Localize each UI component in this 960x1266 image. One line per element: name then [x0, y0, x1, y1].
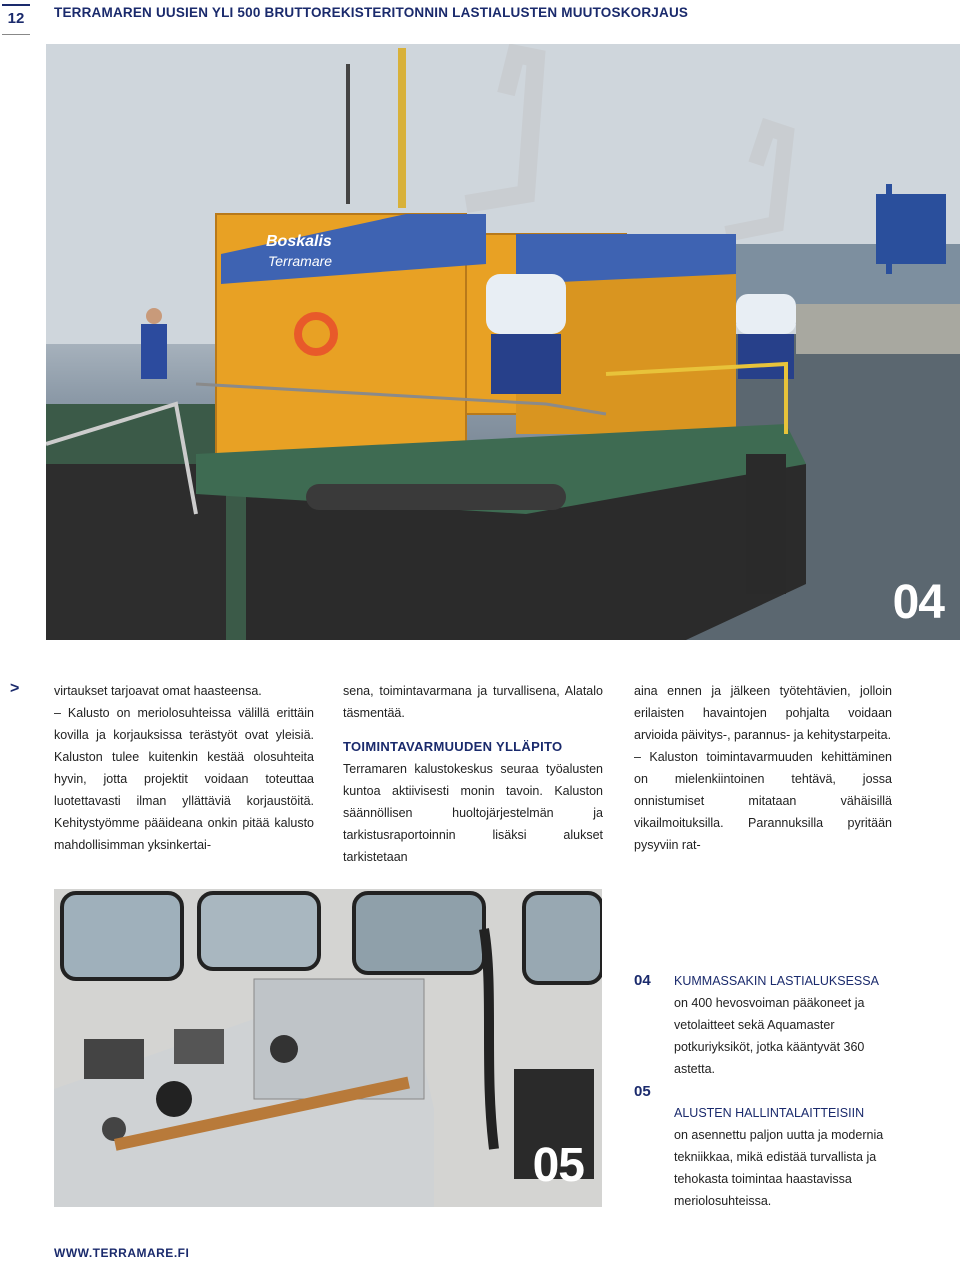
- bridge-illustration: [54, 889, 602, 1207]
- page-number: 12: [2, 4, 30, 35]
- paragraph: aina ennen ja jälkeen työtehtävien, jolloin erilaisten havaintojen pohjalta voidaan arvioida päivitys-, parannus- ja kehitystarpeita.: [634, 684, 892, 742]
- caption-number: 05: [634, 1083, 651, 1100]
- paragraph: – Kalusto on meriolosuhteissa välillä erittäin kovilla ja korjauksissa terästyöt ovat yleisiä. Kaluston tulee kuitenkin kestää olosuhteita hyvin, jotta projektit voidaan toteuttaa luotettavasti ilman yllättäviä korjaustöitä. Kehitystyömme pääideana onkin pitää kalusto mahdollisimman yksinkertai-: [54, 706, 314, 852]
- caption-heading: ALUSTEN HALLINTALAITTEISIIN: [674, 1106, 865, 1120]
- text-column-2: [343, 680, 603, 868]
- paragraph: virtaukset tarjoavat omat haasteensa.: [54, 684, 262, 698]
- photo-bridge-controls: [54, 889, 602, 1207]
- caption-number: 04: [634, 972, 651, 989]
- hull-logo-boskalis: Boskalis: [266, 233, 332, 250]
- caption-text: on asennettu paljon uutta ja modernia tekniikkaa, mikä edistää turvallista ja tehokasta toimintaa haastavissa meriolosuhteissa.: [674, 1128, 884, 1208]
- text-column-1: [54, 680, 314, 856]
- paragraph: Terramaren kalustokeskus seuraa työalusten kuntoa aktiivisesti monin tavoin. Kaluston säännöllisen huoltojärjestelmän ja tarkistusraportoinnin lisäksi alukset tarkistetaan: [343, 762, 603, 864]
- section-heading: TOIMINTAVARMUUDEN YLLÄPITO: [343, 739, 563, 754]
- paragraph: – Kaluston toimintavarmuuden kehittäminen on mielenkiintoinen tehtävä, jossa onnistumiset mitataan vähäisillä vikailmoituksilla. Parannuksilla pyritään pysyviin rat-: [634, 750, 892, 852]
- hull-logo-terramare: Terramare: [268, 253, 333, 269]
- caption-04: [674, 970, 894, 1080]
- photo-label-04: 04: [892, 576, 944, 629]
- caption-heading: KUMMASSAKIN LASTIALUKSESSA: [674, 974, 879, 988]
- barge-illustration: [46, 44, 960, 640]
- continuation-marker: >: [10, 680, 20, 697]
- photo-label-05: 05: [532, 1139, 584, 1192]
- text-column-3: [634, 680, 892, 856]
- footer-website-link[interactable]: WWW.TERRAMARE.FI: [54, 1246, 190, 1260]
- paragraph: sena, toimintavarmana ja turvallisena, Alatalo täsmentää.: [343, 684, 603, 720]
- caption-05: [674, 1102, 894, 1212]
- caption-text: on 400 hevosvoiman pääkoneet ja vetolaitteet sekä Aquamaster potkuriyksiköt, jotka kääntyvät 360 astetta.: [674, 996, 865, 1076]
- page-header-title: TERRAMAREN UUSIEN YLI 500 BRUTTOREKISTERITONNIN LASTIALUSTEN MUUTOSKORJAUS: [54, 5, 689, 20]
- photo-barge-engines: [46, 44, 960, 640]
